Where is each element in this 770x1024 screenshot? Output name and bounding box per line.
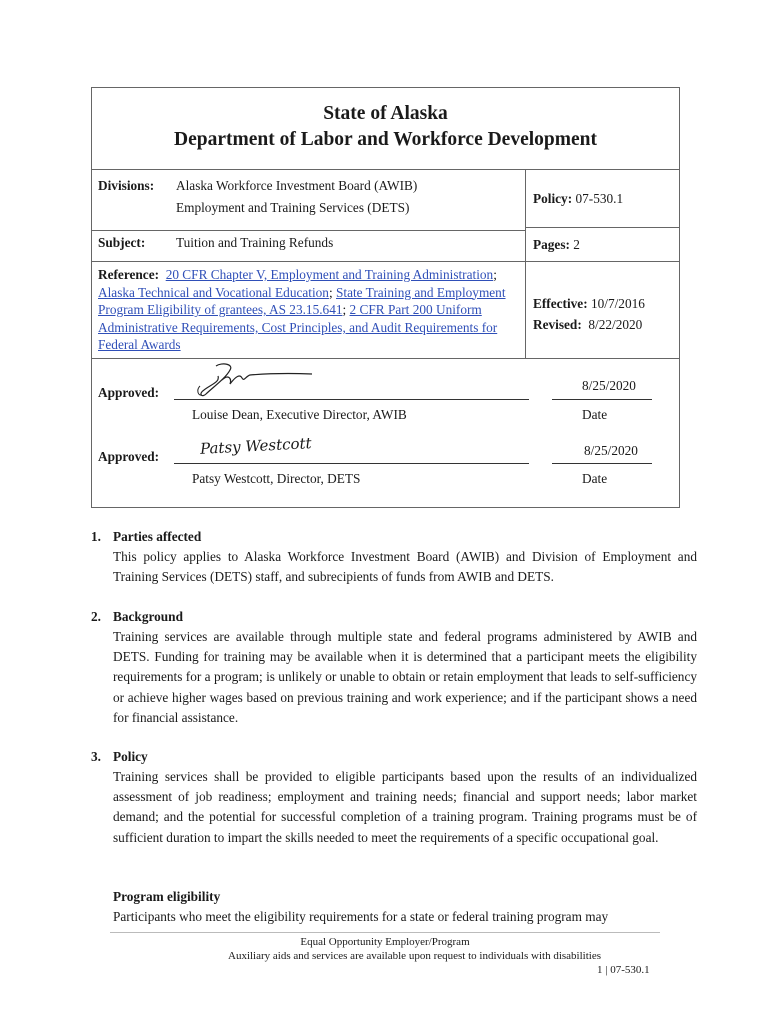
pages-info: [533, 236, 580, 254]
approver-name-2: Patsy Westcott, Director, DETS: [192, 471, 361, 486]
reference-link-alaska-tech-voc[interactable]: Alaska Technical and Vocational Education: [98, 284, 329, 300]
section-parties-affected: [91, 527, 697, 589]
division-awib: Alaska Workforce Investment Board (AWIB): [176, 178, 418, 193]
separator: ;: [328, 284, 333, 300]
signature-patsy-westcott: Patsy Westcott: [199, 434, 313, 458]
section-body: This policy applies to Alaska Workforce Investment Board (AWIB) and Division of Employment and Training Services (DETS) staff, and subrecipients of funds from AWIB and DETS.: [113, 549, 697, 585]
approver-name-1: Louise Dean, Executive Director, AWIB: [192, 407, 407, 422]
effective-label: Effective:: [533, 296, 588, 311]
separator: ;: [493, 267, 497, 282]
effective-date: [533, 295, 645, 313]
reference-link-state-training[interactable]: State Training and Employment Program Eligibility of grantees, AS 23.15.641: [98, 284, 506, 318]
revised-date: [533, 316, 642, 334]
date-label-2: Date: [582, 471, 608, 486]
reference-link-cfr-chapter-v[interactable]: 20 CFR Chapter V, Employment and Training Administration: [165, 267, 494, 282]
subsection-program-eligibility: [91, 887, 697, 929]
subsection-heading: Program eligibility: [113, 889, 221, 904]
date-label-1: Date: [582, 407, 608, 422]
subsection-body: Participants who meet the eligibility requirements for a state or federal training program may: [113, 909, 609, 924]
effective-value: 10/7/2016: [590, 296, 645, 311]
department-title: Department of Labor and Workforce Development: [173, 129, 597, 150]
section-number: 3.: [91, 749, 101, 764]
divisions-label: Divisions:: [98, 178, 155, 193]
section-heading: Parties affected: [113, 529, 202, 544]
pages-value: 2: [573, 237, 580, 252]
signature-louise-dean: [192, 360, 322, 400]
reference-label: Reference:: [98, 267, 160, 282]
pages-label: Pages:: [533, 237, 570, 252]
section-heading: Background: [113, 609, 183, 624]
date-line-2: [552, 463, 652, 464]
section-number: 2.: [91, 609, 101, 624]
approval-date-2: 8/25/2020: [584, 443, 638, 458]
row-divider-approval: [92, 358, 680, 359]
separator: ;: [342, 302, 347, 318]
subject-label: Subject:: [98, 235, 146, 250]
section-policy: [91, 747, 697, 869]
section-background: [91, 607, 697, 729]
subject-value: Tuition and Training Refunds: [176, 235, 334, 250]
revised-value: 8/22/2020: [588, 317, 643, 332]
policy-label: Policy:: [533, 191, 573, 206]
revised-label: Revised:: [533, 317, 582, 332]
header-title-block: [92, 88, 679, 170]
row-divider-reference: [92, 261, 680, 262]
policy-header-table: [91, 87, 680, 508]
approval-date-1: 8/25/2020: [582, 378, 636, 393]
row-divider-pages: [525, 227, 680, 228]
policy-number: [533, 190, 623, 208]
footer-rule: [110, 932, 660, 933]
row-divider-subject: [92, 230, 525, 231]
section-heading: Policy: [113, 749, 148, 764]
state-title: State of Alaska: [323, 103, 448, 124]
approved-label-1: Approved:: [98, 385, 160, 400]
footer-page-number: 1 | 07-530.1: [597, 964, 650, 976]
section-number: 1.: [91, 529, 101, 544]
approved-label-2: Approved:: [98, 449, 160, 464]
division-dets: Employment and Training Services (DETS): [176, 200, 410, 215]
section-body: Training services are available through multiple state and federal programs administered by AWIB and DETS. Funding for training may be available when it is determined that a participant meets the eligibility requirements for a program; is unlikely or unable to obtain or retain employment that leads to self-sufficiency or achieve higher wages based on previous training and work experience; and if the participant shows a need for financial assistance.: [113, 629, 697, 725]
section-body: Training services shall be provided to eligible participants based upon the results of an individualized assessment of job readiness; employment and training needs; financial and support needs; labor market demand; and the potential for successful completion of a training program. Training programs must be of sufficient duration to impart the skills needed to meet the requirements of a specific occupational goal.: [113, 769, 697, 845]
footer-accessibility: Auxiliary aids and services are available upon request to individuals with disabilities: [228, 950, 601, 962]
policy-value: 07-530.1: [575, 191, 624, 206]
reference-link-2-cfr-part-200[interactable]: 2 CFR Part 200 Uniform Administrative Requirements, Cost Principles, and Audit Requirements for Federal Awards: [98, 302, 498, 353]
date-line-1: [552, 399, 652, 400]
footer-eoe: Equal Opportunity Employer/Program: [300, 936, 470, 948]
signature-line-2: [174, 463, 529, 464]
reference-block: [98, 266, 526, 354]
signature-line-1: [174, 399, 529, 400]
